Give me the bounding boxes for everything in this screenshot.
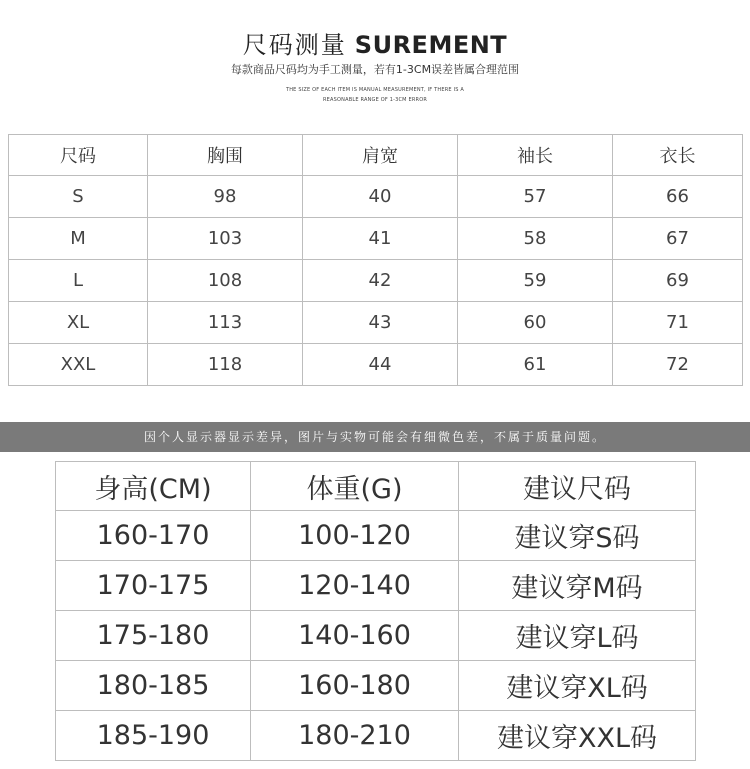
table-cell: 40 (303, 176, 458, 218)
table-cell: 185-190 (56, 711, 251, 761)
table-cell: 100-120 (251, 511, 459, 561)
table-row (9, 176, 743, 218)
table-cell: 120-140 (251, 561, 459, 611)
table-cell: 建议穿XL码 (459, 661, 696, 711)
table-cell: 58 (458, 218, 613, 260)
table-cell: 71 (613, 302, 743, 344)
table-row (9, 344, 743, 386)
table-cell: 42 (303, 260, 458, 302)
table-cell: 建议穿L码 (459, 611, 696, 661)
table-row (9, 218, 743, 260)
english-note-line-1: THE SIZE OF EACH ITEM IS MANUAL MEASUREMENT, IF THERE IS A (285, 87, 465, 93)
table-cell: 43 (303, 302, 458, 344)
header-cell: 衣长 (613, 135, 743, 176)
table-row (56, 511, 696, 561)
table-cell: 57 (458, 176, 613, 218)
table-cell: L (9, 260, 148, 302)
table-cell: 103 (148, 218, 303, 260)
header-cell: 胸围 (148, 135, 303, 176)
header-cell: 肩宽 (303, 135, 458, 176)
size-chart-header-row (9, 135, 743, 176)
header-cell: 袖长 (458, 135, 613, 176)
header-cell: 建议尺码 (459, 462, 696, 511)
table-cell: 175-180 (56, 611, 251, 661)
table-cell: 170-175 (56, 561, 251, 611)
table-cell: 113 (148, 302, 303, 344)
table-cell: 41 (303, 218, 458, 260)
table-row (56, 611, 696, 661)
size-chart-table (8, 134, 743, 386)
table-cell: 180-210 (251, 711, 459, 761)
table-cell: 61 (458, 344, 613, 386)
table-row (56, 661, 696, 711)
table-row (9, 302, 743, 344)
english-note-line-2: REASONABLE RANGE OF 1-3CM ERROR (322, 97, 428, 103)
header-cell: 身高(CM) (56, 462, 251, 511)
table-cell: XL (9, 302, 148, 344)
measurement-note: 每款商品尺码均为手工测量，若有1-3CM误差皆属合理范围 (230, 63, 520, 76)
table-row (9, 260, 743, 302)
table-cell: 44 (303, 344, 458, 386)
table-cell: 67 (613, 218, 743, 260)
table-cell: 60 (458, 302, 613, 344)
table-cell: 69 (613, 260, 743, 302)
table-cell: S (9, 176, 148, 218)
table-row (56, 561, 696, 611)
table-cell: 108 (148, 260, 303, 302)
table-cell: 98 (148, 176, 303, 218)
recommendation-header-row (56, 462, 696, 511)
table-cell: 建议穿XXL码 (459, 711, 696, 761)
table-cell: 140-160 (251, 611, 459, 661)
table-cell: 180-185 (56, 661, 251, 711)
size-recommendation-table (55, 461, 696, 761)
table-cell: M (9, 218, 148, 260)
table-cell: 建议穿M码 (459, 561, 696, 611)
header-cell: 体重(G) (251, 462, 459, 511)
table-cell: 118 (148, 344, 303, 386)
color-disclaimer-banner: 因个人显示器显示差异，图片与实物可能会有细微色差，不属于质量问题。 (0, 422, 750, 452)
table-cell: 160-180 (251, 661, 459, 711)
table-cell: 66 (613, 176, 743, 218)
table-cell: XXL (9, 344, 148, 386)
table-cell: 72 (613, 344, 743, 386)
table-cell: 建议穿S码 (459, 511, 696, 561)
table-cell: 160-170 (56, 511, 251, 561)
header-cell: 尺码 (9, 135, 148, 176)
title-chinese: 尺码测量 (242, 31, 347, 59)
table-row (56, 711, 696, 761)
table-cell: 59 (458, 260, 613, 302)
title-english: SUREMENT (354, 31, 508, 59)
page-title (0, 30, 750, 60)
size-header (0, 0, 750, 108)
